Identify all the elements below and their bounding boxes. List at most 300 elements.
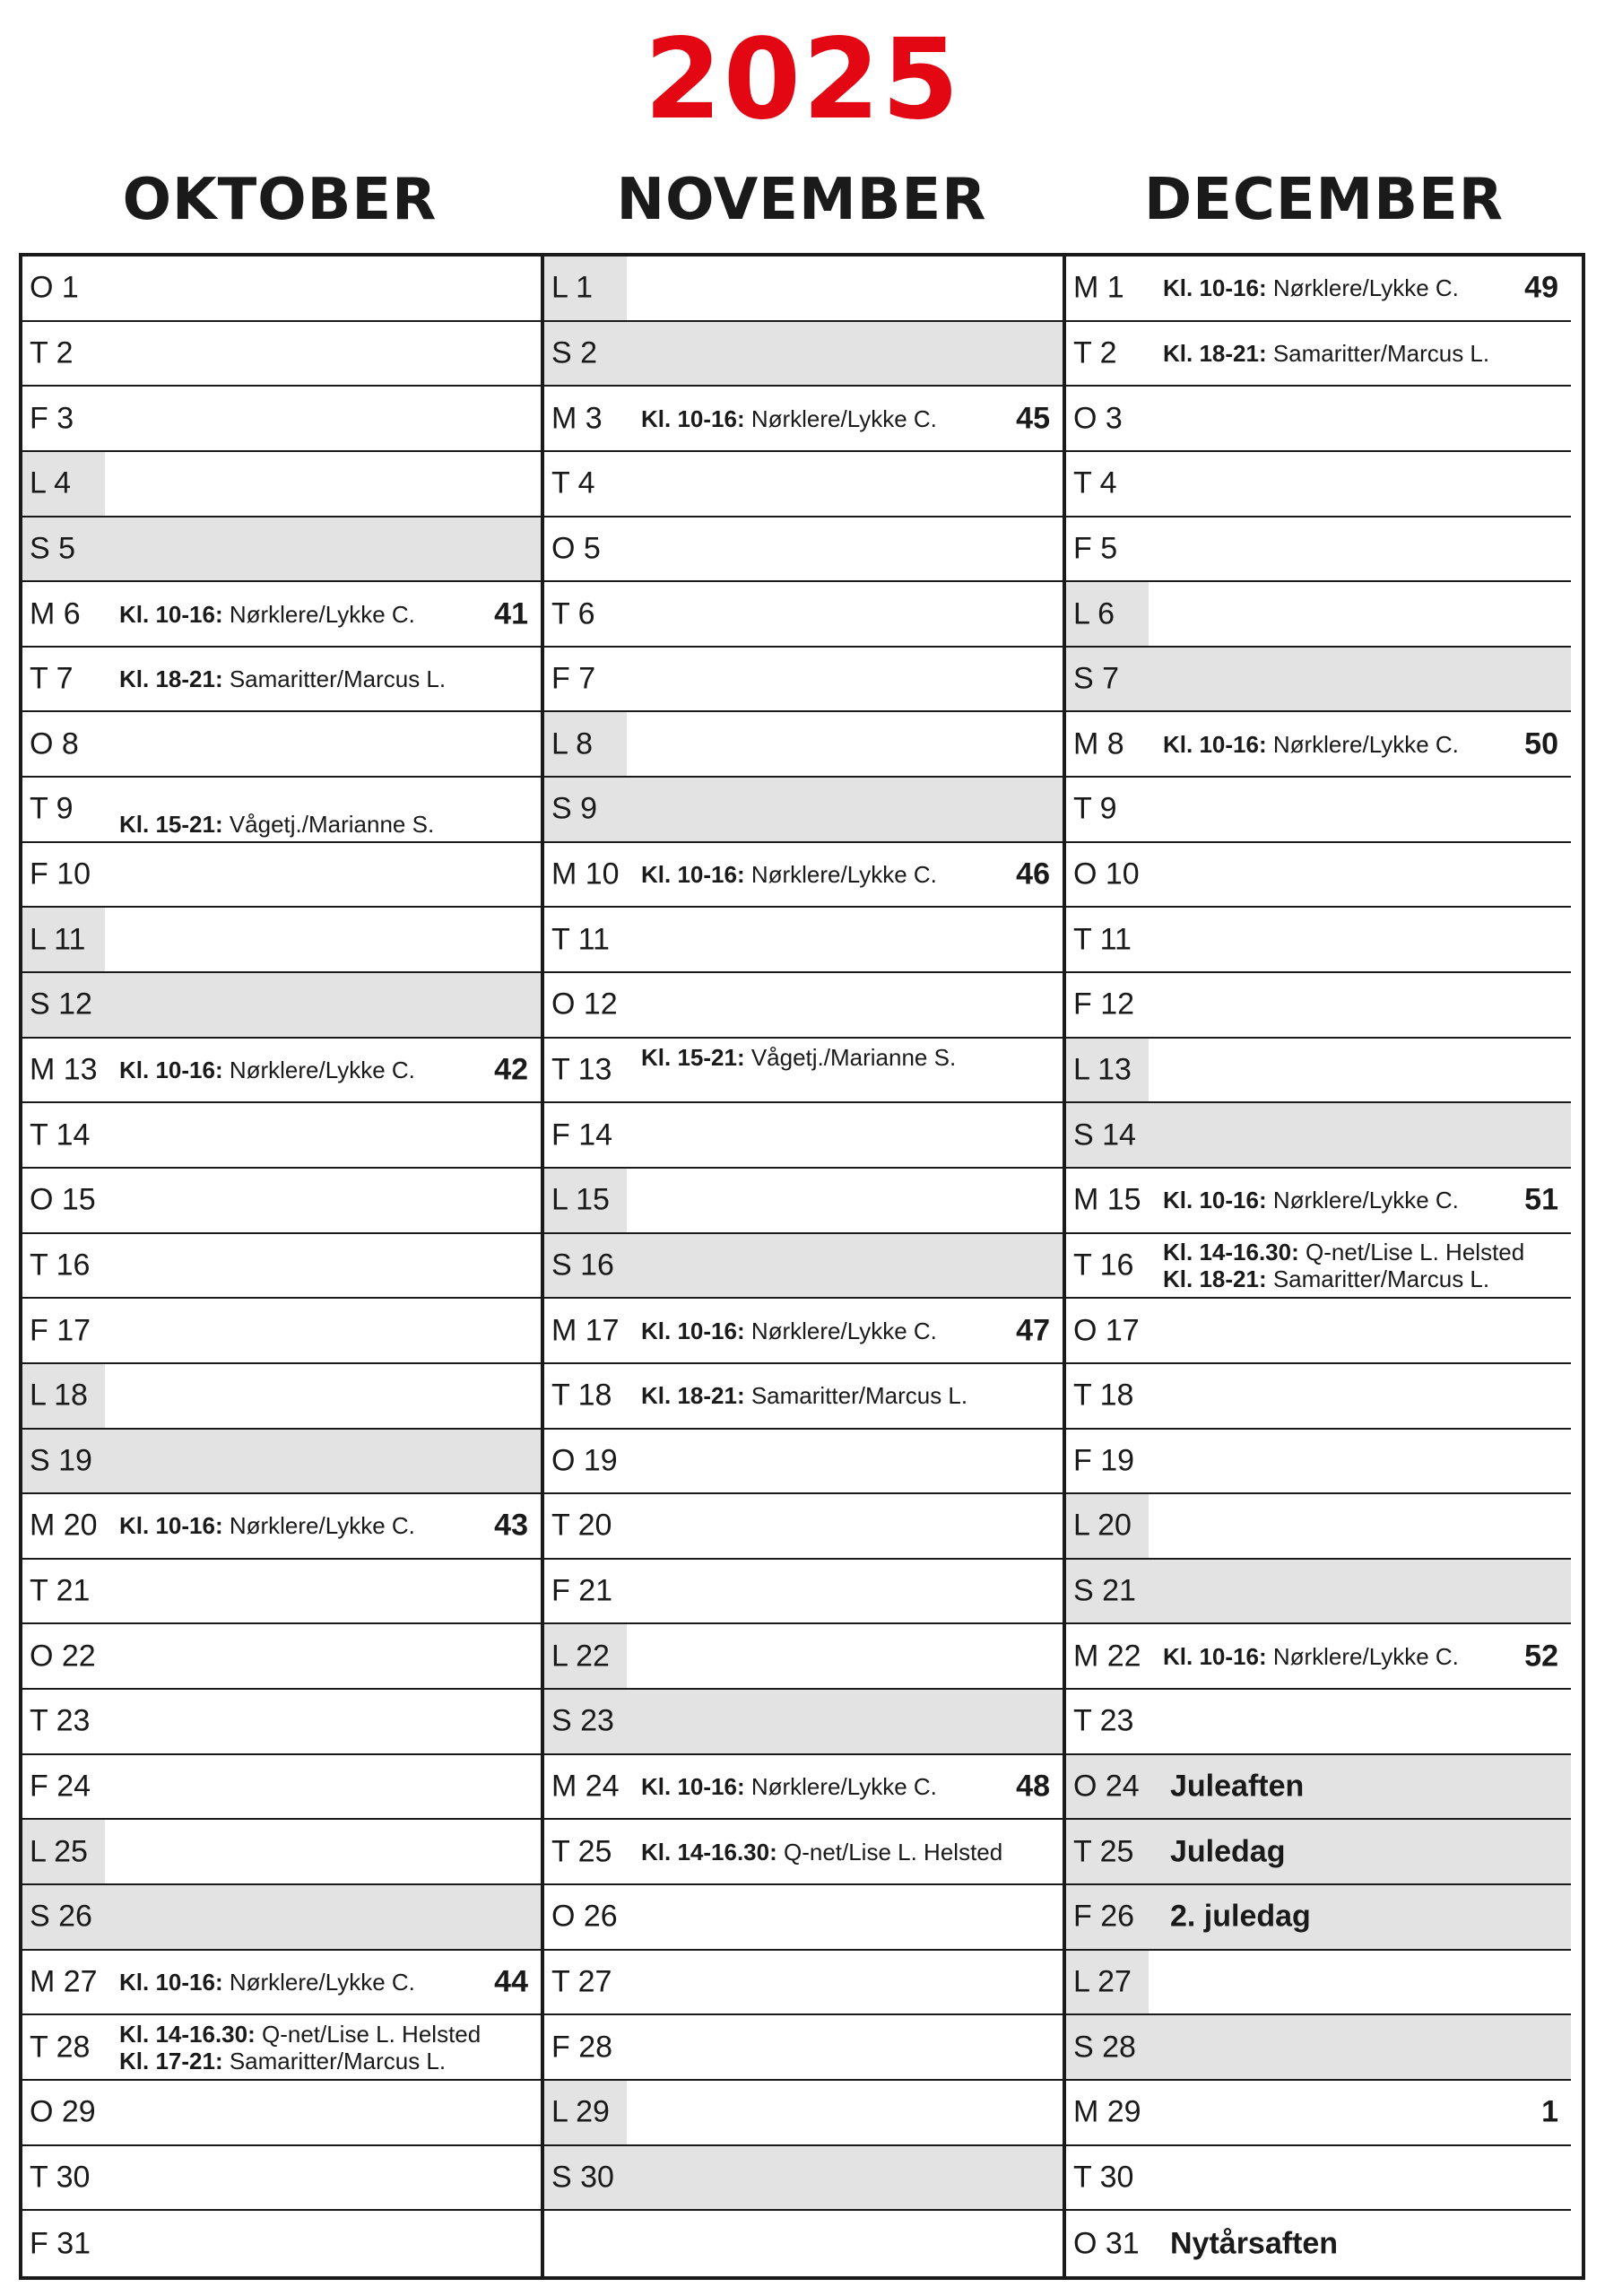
day-label: L 27 [1073, 1964, 1132, 1999]
day-row [22, 843, 541, 909]
week-number: 44 [494, 1964, 528, 1999]
day-label: T 23 [1073, 1703, 1134, 1738]
day-label: O 29 [30, 2094, 96, 2129]
week-number: 51 [1524, 1182, 1558, 1217]
day-row [544, 1624, 1063, 1690]
day-row [22, 2015, 541, 2081]
event-line [641, 405, 937, 432]
week-number: 43 [494, 1508, 528, 1543]
day-events [119, 1057, 415, 1083]
day-label: M 10 [551, 857, 620, 891]
day-row [1066, 843, 1571, 909]
event-description: Nørklere/Lykke C. [744, 1773, 937, 1801]
day-row [1066, 2211, 1571, 2276]
day-label: M 1 [1073, 270, 1124, 305]
day-row [544, 1039, 1063, 1104]
holiday-name: Nytårsaften [1170, 2226, 1339, 2261]
event-time: Kl. 18-21: [641, 1382, 745, 1410]
day-row [544, 1494, 1063, 1560]
week-number: 46 [1016, 857, 1050, 891]
weekend-shading [1066, 1755, 1571, 1819]
day-label: T 9 [1073, 791, 1117, 826]
day-label: O 1 [30, 270, 79, 305]
event-description: Nørklere/Lykke C. [222, 600, 415, 628]
day-label: T 16 [30, 1248, 91, 1283]
day-events [1163, 340, 1489, 367]
day-label: M 22 [1073, 1639, 1141, 1674]
month-title-december: DECEMBER [1144, 167, 1504, 233]
weekend-shading [22, 1430, 541, 1493]
day-row [22, 452, 541, 517]
day-label: T 27 [551, 1964, 612, 1999]
day-label: L 1 [551, 270, 594, 305]
event-description: Vågetj./Marianne S. [744, 1043, 957, 1071]
day-label: T 28 [30, 2030, 91, 2065]
day-row [544, 452, 1063, 517]
weekend-shading [1066, 648, 1571, 711]
event-description: Nørklere/Lykke C. [744, 404, 937, 432]
day-row [544, 2081, 1063, 2146]
day-row [544, 1299, 1063, 1364]
event-line [1163, 1265, 1524, 1292]
day-events [641, 1839, 1002, 1866]
day-label: S 21 [1073, 1573, 1136, 1608]
day-label: L 20 [1073, 1508, 1132, 1543]
day-row [1066, 1430, 1571, 1495]
event-line [1163, 1187, 1459, 1213]
event-time: Kl. 10-16: [119, 1512, 223, 1540]
day-row [544, 1234, 1063, 1300]
day-row [544, 517, 1063, 583]
day-row [1066, 1494, 1571, 1560]
event-time: Kl. 14-16.30: [641, 1838, 777, 1866]
event-time: Kl. 10-16: [641, 861, 745, 889]
week-number: 49 [1524, 270, 1558, 305]
event-description: Nørklere/Lykke C. [222, 1968, 415, 1996]
day-label: O 10 [1073, 857, 1140, 891]
event-line [119, 811, 434, 838]
day-row [22, 1103, 541, 1169]
day-row [544, 1755, 1063, 1821]
day-label: M 6 [30, 596, 81, 631]
day-row [22, 1169, 541, 1234]
event-line [119, 1057, 415, 1083]
week-number: 42 [494, 1052, 528, 1087]
day-row [544, 1103, 1063, 1169]
day-row [544, 1885, 1063, 1951]
day-label: M 20 [30, 1508, 98, 1543]
event-description: Samaritter/Marcus L. [744, 1382, 968, 1410]
day-label: F 31 [30, 2226, 91, 2261]
day-row [1066, 387, 1571, 452]
week-number: 50 [1524, 726, 1558, 761]
event-time: Kl. 17-21: [119, 2047, 223, 2074]
day-label: F 24 [30, 1769, 91, 1804]
day-label: F 17 [30, 1313, 91, 1348]
event-time: Kl. 10-16: [1163, 1642, 1267, 1670]
event-description: Samaritter/Marcus L. [222, 2047, 447, 2074]
day-row [544, 2015, 1063, 2081]
day-label: L 15 [551, 1182, 610, 1217]
day-events [119, 1969, 415, 1996]
day-row [544, 582, 1063, 648]
event-time: Kl. 10-16: [641, 1317, 745, 1344]
day-label: T 30 [30, 2160, 91, 2195]
day-row [22, 1494, 541, 1560]
day-row [1066, 582, 1571, 648]
month-title-november: NOVEMBER [616, 167, 987, 233]
day-label: T 23 [30, 1703, 91, 1738]
weekend-shading [1066, 1103, 1571, 1167]
holiday-name: Juleaften [1170, 1769, 1305, 1804]
event-line [641, 1839, 1002, 1866]
day-label: T 6 [551, 596, 595, 631]
day-row [22, 1364, 541, 1430]
day-label: O 24 [1073, 1769, 1140, 1804]
day-label: T 4 [551, 465, 595, 500]
day-label: M 29 [1073, 2094, 1141, 2129]
day-label: L 11 [30, 922, 86, 957]
day-row [22, 1951, 541, 2016]
day-label: O 22 [30, 1639, 96, 1674]
day-label: F 28 [551, 2030, 613, 2065]
day-label: O 5 [551, 531, 601, 566]
week-number: 47 [1016, 1313, 1050, 1348]
day-row [22, 1624, 541, 1690]
day-row [22, 648, 541, 713]
weekend-shading [1066, 1820, 1571, 1883]
day-events [1163, 1239, 1524, 1292]
event-description: Nørklere/Lykke C. [1266, 730, 1459, 758]
day-label: T 14 [30, 1118, 91, 1152]
event-line [119, 1969, 415, 1996]
day-row [544, 712, 1063, 778]
event-description: Nørklere/Lykke C. [222, 1512, 415, 1540]
week-number: 52 [1524, 1639, 1558, 1674]
day-label: L 6 [1073, 596, 1115, 631]
day-label: S 28 [1073, 2030, 1136, 2065]
day-row [22, 1885, 541, 1951]
day-events [641, 1382, 967, 1409]
month-title-oktober: OKTOBER [122, 167, 438, 233]
day-label: S 26 [30, 1899, 92, 1934]
day-label: O 17 [1073, 1313, 1140, 1348]
day-label: T 25 [551, 1834, 612, 1869]
day-label: L 8 [551, 726, 594, 761]
weekend-shading [22, 1885, 541, 1949]
day-row [22, 1820, 541, 1885]
day-label: T 13 [551, 1052, 612, 1087]
day-label: M 15 [1073, 1182, 1141, 1217]
day-row [22, 1234, 541, 1300]
day-row [544, 1951, 1063, 2016]
day-events [1163, 731, 1459, 758]
day-label: M 8 [1073, 726, 1124, 761]
day-row [544, 1430, 1063, 1495]
day-label: M 24 [551, 1769, 620, 1804]
holiday-name: Juledag [1170, 1834, 1286, 1869]
day-row [22, 712, 541, 778]
day-label: S 12 [30, 987, 92, 1022]
day-label: F 14 [551, 1118, 613, 1152]
day-row [22, 257, 541, 322]
day-events [119, 1512, 415, 1539]
weekend-shading [1066, 1885, 1571, 1949]
day-label: M 17 [551, 1313, 620, 1348]
day-label: T 7 [30, 661, 74, 696]
event-description: Vågetj./Marianne S. [222, 810, 435, 838]
day-label: L 18 [30, 1378, 88, 1413]
day-row [1066, 1103, 1571, 1169]
day-row [544, 1560, 1063, 1625]
day-label: T 11 [551, 922, 610, 957]
day-label: S 2 [551, 335, 598, 370]
day-row [544, 1820, 1063, 1885]
day-row [1066, 1299, 1571, 1364]
week-number: 1 [1541, 2094, 1558, 2129]
event-time: Kl. 18-21: [1163, 339, 1267, 367]
day-events [641, 861, 937, 888]
day-label: S 19 [30, 1443, 92, 1478]
event-line [641, 1382, 967, 1409]
day-label: T 4 [1073, 465, 1117, 500]
weekend-shading [544, 778, 1063, 841]
day-row [22, 582, 541, 648]
day-row [544, 1690, 1063, 1755]
day-label: S 14 [1073, 1118, 1136, 1152]
day-row [1066, 908, 1571, 973]
day-label: O 3 [1073, 401, 1123, 436]
day-row [1066, 1755, 1571, 1821]
event-time: Kl. 15-21: [119, 810, 223, 838]
event-description: Nørklere/Lykke C. [744, 861, 937, 889]
event-time: Kl. 10-16: [119, 1057, 223, 1083]
day-row [1066, 973, 1571, 1039]
event-time: Kl. 10-16: [1163, 730, 1267, 758]
day-row [1066, 1690, 1571, 1755]
day-row [544, 973, 1063, 1039]
day-row [1066, 517, 1571, 583]
event-description: Samaritter/Marcus L. [222, 665, 447, 693]
calendar-grid [19, 253, 1585, 2280]
day-row [544, 843, 1063, 909]
day-row [1066, 1624, 1571, 1690]
day-events [641, 1044, 956, 1071]
day-row [1066, 322, 1571, 387]
event-time: Kl. 18-21: [119, 665, 223, 693]
day-row [22, 2081, 541, 2146]
weekend-shading [22, 973, 541, 1037]
day-row [22, 1430, 541, 1495]
day-label: O 31 [1073, 2226, 1140, 2261]
event-time: Kl. 10-16: [641, 404, 745, 432]
day-label: T 11 [1073, 922, 1132, 957]
day-events [1163, 1187, 1459, 1213]
day-row [1066, 1039, 1571, 1104]
day-row [544, 257, 1063, 322]
day-row [1066, 257, 1571, 322]
day-label: T 20 [551, 1508, 612, 1543]
event-line [641, 1318, 937, 1344]
day-events [119, 601, 415, 628]
week-number: 45 [1016, 401, 1050, 436]
event-line [119, 1512, 415, 1539]
day-row [22, 2211, 541, 2276]
day-row [1066, 2146, 1571, 2212]
event-line [119, 601, 415, 628]
event-description: Nørklere/Lykke C. [1266, 274, 1459, 302]
day-events [119, 665, 446, 692]
day-label: F 7 [551, 661, 596, 696]
event-line [641, 1773, 937, 1800]
day-label: O 19 [551, 1443, 618, 1478]
day-label: L 4 [30, 465, 72, 500]
day-row [22, 973, 541, 1039]
day-label: M 3 [551, 401, 603, 436]
day-events [641, 405, 937, 432]
event-line [1163, 731, 1459, 758]
day-label: F 19 [1073, 1443, 1135, 1478]
day-row [1066, 1885, 1571, 1951]
day-label: T 16 [1073, 1248, 1134, 1283]
day-label: T 9 [30, 791, 74, 826]
weekend-shading [22, 517, 541, 581]
day-row [22, 1755, 541, 1821]
event-time: Kl. 18-21: [1163, 1265, 1267, 1292]
event-description: Q-net/Lise L. Helsted [1298, 1238, 1525, 1265]
event-description: Nørklere/Lykke C. [222, 1057, 415, 1083]
day-label: T 2 [1073, 335, 1117, 370]
day-row [1066, 648, 1571, 713]
holiday-name: 2. juledag [1170, 1899, 1311, 1934]
event-time: Kl. 15-21: [641, 1043, 745, 1071]
event-time: Kl. 10-16: [119, 600, 223, 628]
event-time: Kl. 14-16.30: [1163, 1238, 1299, 1265]
event-line [1163, 340, 1489, 367]
day-label: M 27 [30, 1964, 98, 1999]
event-description: Nørklere/Lykke C. [1266, 1642, 1459, 1670]
day-label: T 21 [30, 1573, 91, 1608]
event-time: Kl. 10-16: [119, 1968, 223, 1996]
day-row [1066, 2081, 1571, 2146]
day-label: F 3 [30, 401, 74, 436]
day-row [544, 322, 1063, 387]
day-label: O 15 [30, 1182, 96, 1217]
day-row [544, 387, 1063, 452]
day-label: L 29 [551, 2094, 610, 2129]
day-row [1066, 1560, 1571, 1625]
day-events [119, 811, 434, 838]
day-label: F 12 [1073, 987, 1135, 1022]
day-label: S 30 [551, 2160, 614, 2195]
day-row [544, 1364, 1063, 1430]
day-row [1066, 1820, 1571, 1885]
day-label: L 13 [1073, 1052, 1132, 1087]
event-line [641, 861, 937, 888]
year-title: 2025 [644, 15, 961, 144]
event-line [119, 2048, 481, 2074]
day-row [544, 778, 1063, 843]
day-row [1066, 778, 1571, 843]
day-label: M 13 [30, 1052, 98, 1087]
event-line [1163, 1643, 1459, 1670]
month-column-december [1063, 257, 1571, 2276]
event-time: Kl. 14-16.30: [119, 2020, 256, 2048]
day-row [22, 778, 541, 843]
day-label: O 26 [551, 1899, 618, 1934]
day-label: S 7 [1073, 661, 1120, 696]
day-row [22, 1299, 541, 1364]
event-description: Samaritter/Marcus L. [1266, 1265, 1490, 1292]
day-label: O 12 [551, 987, 618, 1022]
event-time: Kl. 10-16: [1163, 1187, 1267, 1214]
day-label: T 30 [1073, 2160, 1134, 2195]
day-label: L 25 [30, 1834, 88, 1869]
day-label: F 5 [1073, 531, 1118, 566]
event-description: Nørklere/Lykke C. [1266, 1187, 1459, 1214]
day-row [1066, 1364, 1571, 1430]
month-column-november [541, 257, 1063, 2276]
day-label: F 26 [1073, 1899, 1135, 1934]
month-column-oktober [22, 257, 541, 2276]
day-row [22, 1690, 541, 1755]
weekend-shading [1066, 1560, 1571, 1623]
day-row [544, 2211, 1063, 2276]
day-row [22, 322, 541, 387]
weekend-shading [544, 2146, 1063, 2210]
event-description: Q-net/Lise L. Helsted [776, 1838, 1003, 1866]
day-label: L 22 [551, 1639, 610, 1674]
day-label: S 16 [551, 1248, 614, 1283]
day-label: T 25 [1073, 1834, 1134, 1869]
day-row [1066, 1951, 1571, 2016]
day-label: S 9 [551, 791, 598, 826]
event-line [1163, 274, 1459, 301]
day-label: T 2 [30, 335, 74, 370]
day-row [1066, 1234, 1571, 1300]
day-label: F 21 [551, 1573, 613, 1608]
event-line [1163, 1239, 1524, 1265]
week-number: 41 [494, 596, 528, 631]
weekend-shading [544, 322, 1063, 386]
day-row [22, 2146, 541, 2212]
event-description: Q-net/Lise L. Helsted [255, 2020, 482, 2048]
event-line [119, 2021, 481, 2048]
weekend-shading [544, 1234, 1063, 1298]
day-label: S 5 [30, 531, 76, 566]
event-description: Samaritter/Marcus L. [1266, 339, 1490, 367]
weekend-shading [1066, 2015, 1571, 2079]
day-row [22, 387, 541, 452]
day-row [22, 908, 541, 973]
day-row [22, 517, 541, 583]
day-events [641, 1318, 937, 1344]
day-label: T 18 [551, 1378, 612, 1413]
day-label: T 18 [1073, 1378, 1134, 1413]
day-events [119, 2021, 481, 2074]
weekend-shading [544, 1690, 1063, 1753]
day-events [1163, 1643, 1459, 1670]
day-row [544, 648, 1063, 713]
day-events [641, 1773, 937, 1800]
event-line [119, 665, 446, 692]
day-row [1066, 712, 1571, 778]
event-time: Kl. 10-16: [1163, 274, 1267, 302]
day-row [1066, 1169, 1571, 1234]
week-number: 48 [1016, 1769, 1050, 1804]
day-row [1066, 2015, 1571, 2081]
day-row [22, 1560, 541, 1625]
